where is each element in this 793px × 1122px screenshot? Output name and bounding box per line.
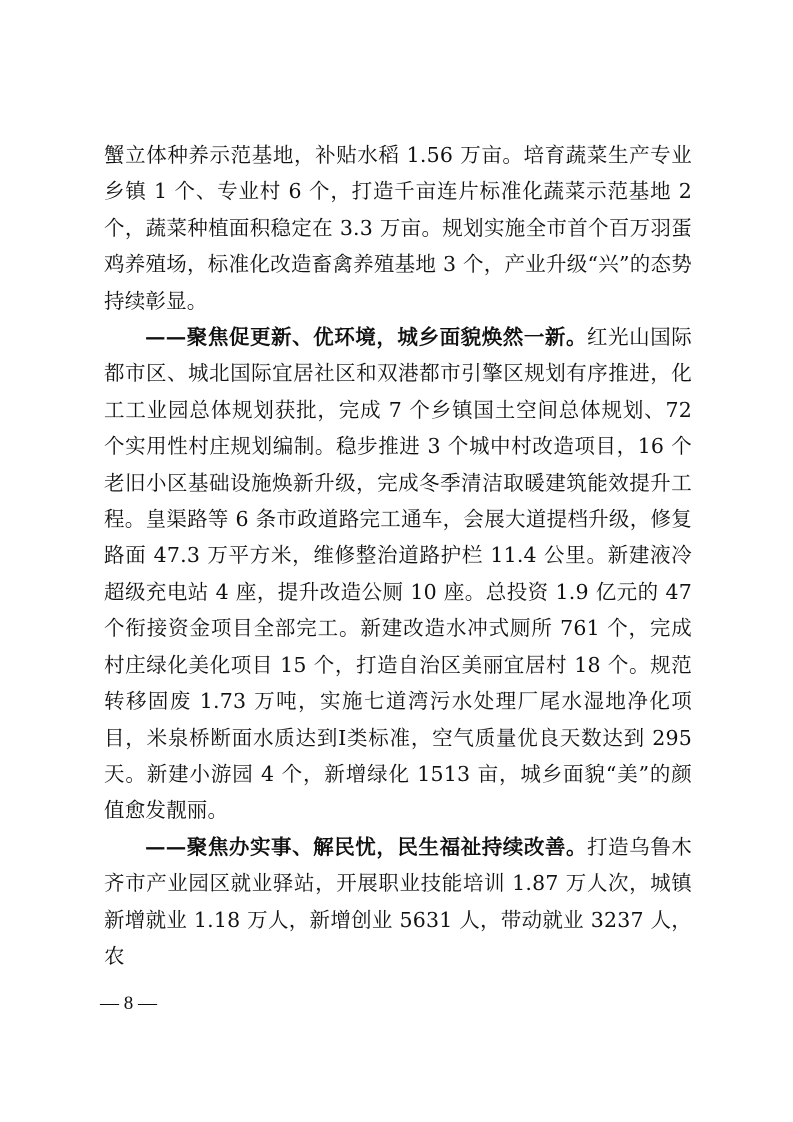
paragraph-lead: ——聚焦办实事、解民忧，民生福祉持续改善。	[145, 834, 588, 859]
paragraph-livelihood	[104, 829, 692, 975]
page-body	[104, 137, 692, 974]
paragraph-text: 打造乌鲁木齐市产业园区就业驿站，开展职业技能培训 1.87 万人次，城镇新增就业 1.18 万人，新增创业 5631 人，带动就业 3237 人，农	[104, 834, 692, 968]
page-number: — 8 —	[100, 993, 157, 1014]
paragraph-text: 蟹立体种养示范基地，补贴水稻 1.56 万亩。培育蔬菜生产专业乡镇 1 个、专业村 6 个，打造千亩连片标准化蔬菜示范基地 2 个，蔬菜种植面积稳定在 3.3 万亩。规划实施全市首个百万羽蛋鸡养殖场，标准化改造畜禽养殖基地 3 个，产业升级“兴”的态势持续彰显。	[104, 143, 692, 313]
paragraph-continuation	[104, 137, 692, 319]
paragraph-urban-rural	[104, 319, 692, 829]
paragraph-lead: ——聚焦促更新、优环境，城乡面貌焕然一新。	[145, 325, 588, 350]
paragraph-text: 红光山国际都市区、城北国际宜居社区和双港都市引擎区规划有序推进，化工工业园总体规划获批，完成 7 个乡镇国土空间总体规划、72 个实用性村庄规划编制。稳步推进 3 个城中村改造项目，16 个老旧小区基础设施焕新升级，完成冬季清洁取暖建筑能效提升工程。皇渠路等 6 条市政道路完工通车，会展大道提档升级，修复路面 47.3 万平方米，维修整治道路护栏 11.4 公里。新建液冷超级充电站 4 座，提升改造公厕 10 座。总投资 1.9 亿元的 47 个衔接资金项目全部完工。新建改造水冲式厕所 761 个，完成村庄绿化美化项目 15 个，打造自治区美丽宜居村 18 个。规范转移固废 1.73 万吨，实施七道湾污水处理厂尾水湿地净化项目，米泉桥断面水质达到Ⅰ类标准，空气质量优良天数达到 295 天。新建小游园 4 个，新增绿化 1513 亩，城乡面貌“美”的颜值愈发靓丽。	[104, 325, 692, 823]
